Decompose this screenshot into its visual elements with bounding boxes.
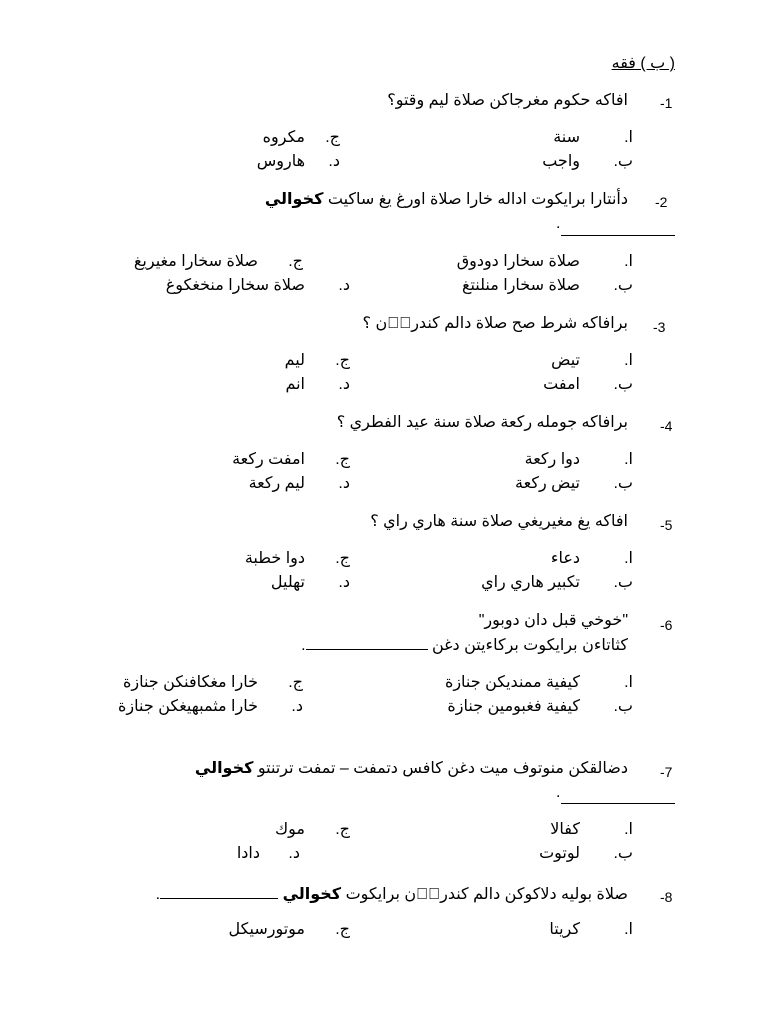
option-text: صلاة سخارا منلنتغ <box>461 277 580 294</box>
option-text: ليم <box>284 352 305 369</box>
answer-blank <box>561 803 675 804</box>
bold-keyword: كخوالي <box>194 760 254 777</box>
option-text: كيفية فغبومين جنازة <box>447 698 580 715</box>
option-text: كيفية ممنديكن جنازة <box>444 674 580 691</box>
option-letter: ب. <box>613 698 633 715</box>
option-text: صلاة سخارا دودوق <box>456 253 580 270</box>
option-letter: د. <box>338 574 350 591</box>
end-dot: . <box>301 637 306 654</box>
option-letter: ب. <box>613 845 633 862</box>
option-letter: ا. <box>624 550 633 567</box>
option-letter: د. <box>338 376 350 393</box>
option-letter: ا. <box>624 352 633 369</box>
option-text: هاروس <box>256 153 305 170</box>
question-text: برافاكه جومله ركعة صلاة سنة عيد الفطري ؟ <box>336 414 628 431</box>
option-text: موتورسيكل <box>228 921 305 938</box>
answer-blank <box>306 635 428 650</box>
question-text-main: كثاتاءن برايكوت بركاءيتن دغن <box>431 637 628 654</box>
option-letter: ب. <box>613 574 633 591</box>
option-letter: ج. <box>335 451 350 468</box>
question-text <box>195 759 628 779</box>
option-text: واجب <box>542 153 580 170</box>
option-letter: ب. <box>613 475 633 492</box>
option-text: خارا مثمبهيغكن جنازة <box>118 698 258 715</box>
option-text: موك <box>274 821 305 838</box>
option-letter: ج. <box>335 550 350 567</box>
option-text: دعاء <box>550 550 580 567</box>
option-text: صلاة سخارا منخغكوغ <box>165 277 305 294</box>
question-text <box>265 190 628 210</box>
option-letter: ج. <box>335 921 350 938</box>
option-text: ليم ركعة <box>248 475 305 492</box>
option-letter: ا. <box>624 253 633 270</box>
option-text: تيض ركعة <box>515 475 580 492</box>
question-text: برافاكه شرط صح صلاة دالم كندرا٘ن ؟ <box>362 315 628 332</box>
option-letter: د. <box>291 698 303 715</box>
option-letter: ج. <box>288 253 303 270</box>
option-text: تكبير هاري راي <box>481 574 580 591</box>
question-number: -4 <box>660 418 673 434</box>
end-dot: . <box>556 784 561 801</box>
answer-blank <box>160 884 278 899</box>
question-number: -1 <box>660 95 673 111</box>
option-text: كريتا <box>549 921 580 938</box>
option-letter: ب. <box>613 277 633 294</box>
option-letter: ج. <box>325 129 340 146</box>
question-number: -5 <box>660 517 673 533</box>
option-letter: ج. <box>335 352 350 369</box>
option-letter: ا. <box>624 921 633 938</box>
option-letter: ا. <box>624 821 633 838</box>
option-letter: ج. <box>335 821 350 838</box>
end-dot: . <box>155 886 161 903</box>
option-letter: د. <box>338 277 350 294</box>
question-text <box>156 884 628 905</box>
question-number: -2 <box>655 194 668 210</box>
question-text: افاكه حكوم مغرجاكن صلاة ليم وقتو؟ <box>387 92 628 109</box>
question-number: -8 <box>660 889 673 905</box>
question-text-line2 <box>301 635 628 656</box>
question-text-main: دضالقكن منوتوف ميت دغن كافس دتمفت – تمفت ترتنتو <box>257 760 628 777</box>
option-text: امفت <box>543 376 580 393</box>
question-number: -7 <box>660 764 673 780</box>
option-text: دوا خطبة <box>244 550 305 567</box>
bold-keyword: كخوالي <box>264 191 324 208</box>
option-text: مكروه <box>262 129 305 146</box>
option-text: تهليل <box>270 574 305 591</box>
option-text: دادا <box>236 845 260 862</box>
question-text-main: صلاة بوليه دلاكوكن دالم كندرا٘ن برايكوت <box>345 886 628 903</box>
end-dot: . <box>556 215 561 232</box>
option-letter: ا. <box>624 451 633 468</box>
option-text: سنة <box>553 129 580 146</box>
option-text: تيض <box>551 352 580 369</box>
option-text: امفت ركعة <box>232 451 305 468</box>
option-text: صلاة سخارا مغيريغ <box>133 253 258 270</box>
question-text-main: دأنتارا برايكوت اداله خارا صلاة اورغ يغ ساكيت <box>327 191 628 208</box>
option-letter: ب. <box>613 376 633 393</box>
section-title: ( ب ) فقه <box>611 55 675 72</box>
option-letter: ا. <box>624 674 633 691</box>
bold-keyword: كخوالي <box>282 886 342 903</box>
option-text: خارا مغكافنكن جنازة <box>122 674 258 691</box>
option-letter: د. <box>328 153 340 170</box>
option-letter: ب. <box>613 153 633 170</box>
question-text: افاكه يغ مغيريغي صلاة سنة هاري راي ؟ <box>370 513 628 530</box>
answer-blank <box>561 235 675 236</box>
question-text: "خوخي قبل دان دوبور" <box>478 612 628 629</box>
option-letter: د. <box>338 475 350 492</box>
option-text: دوا ركعة <box>524 451 580 468</box>
question-number: -3 <box>653 319 666 335</box>
option-text: لوتوت <box>539 845 580 862</box>
option-text: كفالا <box>550 821 580 838</box>
option-letter: د. <box>288 845 300 862</box>
option-letter: ا. <box>624 129 633 146</box>
question-number: -6 <box>660 617 673 633</box>
option-letter: ج. <box>288 674 303 691</box>
option-text: انم <box>285 376 305 393</box>
